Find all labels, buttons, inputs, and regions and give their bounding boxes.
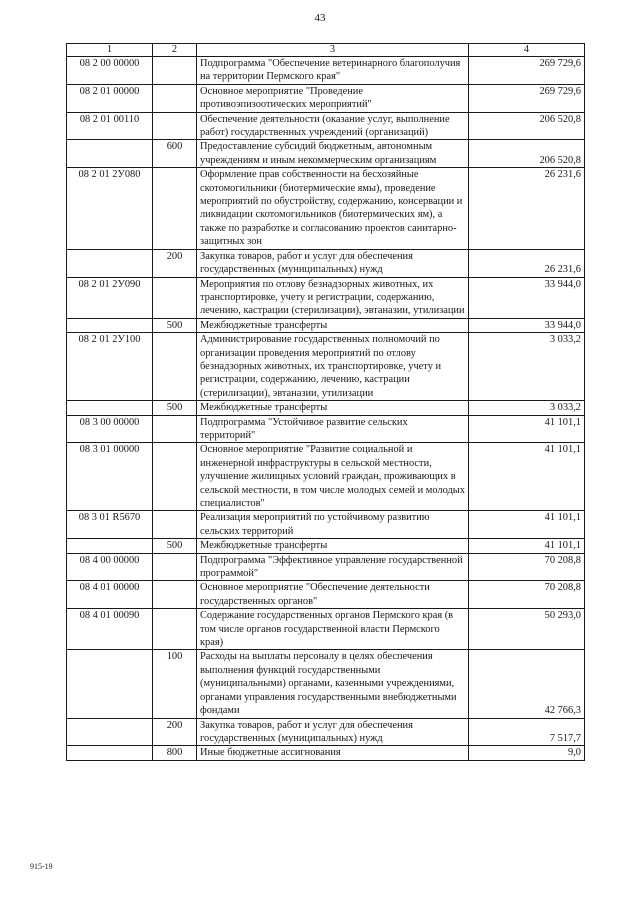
row-code: 08 2 01 2У090: [67, 277, 153, 318]
row-amount: 33 944,0: [469, 277, 585, 318]
table-row: [67, 57, 585, 85]
row-name: Администрирование государственных полномочий по организации проведения мероприятий по отлову безнадзорных животных, их транспортировке, учету и регистрации, содержанию, лечению, кастрации (стерилизации), эвтаназии, утилизации: [197, 333, 469, 401]
table-row: [67, 746, 585, 760]
row-amount: 7 517,7: [469, 718, 585, 746]
table-row: [67, 401, 585, 415]
row-expense-type: [153, 333, 197, 401]
document-footer-code: 915-19: [30, 862, 53, 871]
table-row: [67, 718, 585, 746]
row-code: 08 4 01 00090: [67, 609, 153, 650]
row-code: 08 3 00 00000: [67, 415, 153, 443]
row-expense-type: [153, 443, 197, 511]
row-name: Межбюджетные трансферты: [197, 401, 469, 415]
row-code: 08 2 01 00000: [67, 84, 153, 112]
row-code: [67, 746, 153, 760]
row-name: Основное мероприятие "Развитие социальной и инженерной инфраструктуры в сельской местности, улучшение жилищных условий граждан, проживающих в сельской местности, в том числе молодых семей и молодых специалистов": [197, 443, 469, 511]
row-amount: 41 101,1: [469, 511, 585, 539]
row-expense-type: [153, 84, 197, 112]
row-amount: 269 729,6: [469, 84, 585, 112]
row-amount: 3 033,2: [469, 401, 585, 415]
table-row: [67, 650, 585, 718]
row-amount: 206 520,8: [469, 140, 585, 168]
table-row: [67, 609, 585, 650]
row-name: Предоставление субсидий бюджетным, автономным учреждениям и иным некоммерческим организациям: [197, 140, 469, 168]
row-code: [67, 249, 153, 277]
row-expense-type: [153, 511, 197, 539]
row-amount: 50 293,0: [469, 609, 585, 650]
table-row: [67, 553, 585, 581]
row-name: Мероприятия по отлову безнадзорных животных, их транспортировке, учету и регистрации, содержанию, лечению, кастрации (стерилизации), эвтаназии, утилизации: [197, 277, 469, 318]
row-amount: 41 101,1: [469, 443, 585, 511]
row-amount: 70 208,8: [469, 553, 585, 581]
row-name: Содержание государственных органов Пермского края (в том числе органов государственной власти Пермского края): [197, 609, 469, 650]
row-amount: 9,0: [469, 746, 585, 760]
row-code: 08 2 00 00000: [67, 57, 153, 85]
row-amount: 269 729,6: [469, 57, 585, 85]
row-amount: 3 033,2: [469, 333, 585, 401]
row-name: Основное мероприятие "Обеспечение деятельности государственных органов": [197, 581, 469, 609]
row-expense-type: 800: [153, 746, 197, 760]
row-expense-type: [153, 581, 197, 609]
table-row: [67, 581, 585, 609]
row-expense-type: 200: [153, 718, 197, 746]
row-name: Оформление прав собственности на бесхозяйные скотомогильники (биотермические ямы), проведение мероприятий по обустройству, содержанию, консервации и ликвидации скотомогильников (биотермических ям), а также по разработке и согласованию проектов санитарно-защитных зон: [197, 168, 469, 249]
row-code: [67, 318, 153, 332]
row-expense-type: 500: [153, 539, 197, 553]
row-amount: 206 520,8: [469, 112, 585, 140]
row-code: 08 2 01 00110: [67, 112, 153, 140]
row-name: Обеспечение деятельности (оказание услуг, выполнение работ) государственных учреждений (организаций): [197, 112, 469, 140]
table-row: [67, 249, 585, 277]
table-body: [67, 57, 585, 761]
row-expense-type: 100: [153, 650, 197, 718]
row-code: [67, 401, 153, 415]
row-code: [67, 718, 153, 746]
row-amount: 42 766,3: [469, 650, 585, 718]
table-row: [67, 539, 585, 553]
table-row: [67, 84, 585, 112]
row-amount: 26 231,6: [469, 168, 585, 249]
row-code: [67, 650, 153, 718]
row-name: Иные бюджетные ассигнования: [197, 746, 469, 760]
row-code: 08 3 01 00000: [67, 443, 153, 511]
row-name: Подпрограмма "Обеспечение ветеринарного благополучия на территории Пермского края": [197, 57, 469, 85]
row-code: [67, 140, 153, 168]
row-amount: 41 101,1: [469, 415, 585, 443]
page-number: 43: [314, 12, 326, 24]
row-expense-type: 200: [153, 249, 197, 277]
row-expense-type: [153, 112, 197, 140]
row-expense-type: 500: [153, 401, 197, 415]
table-row: [67, 140, 585, 168]
table-row: [67, 318, 585, 332]
row-code: 08 4 01 00000: [67, 581, 153, 609]
row-name: Реализация мероприятий по устойчивому развитию сельских территорий: [197, 511, 469, 539]
row-name: Подпрограмма "Эффективное управление государственной программой": [197, 553, 469, 581]
row-expense-type: [153, 415, 197, 443]
table-row: [67, 415, 585, 443]
row-name: Межбюджетные трансферты: [197, 539, 469, 553]
col-header-name: 3: [197, 44, 469, 57]
table-row: [67, 443, 585, 511]
col-header-code: 1: [67, 44, 153, 57]
table-row: [67, 333, 585, 401]
col-header-amount: 4: [469, 44, 585, 57]
row-name: Подпрограмма "Устойчивое развитие сельских территорий": [197, 415, 469, 443]
row-code: [67, 539, 153, 553]
table-header-row: [67, 44, 585, 57]
row-code: 08 2 01 2У100: [67, 333, 153, 401]
table-row: [67, 168, 585, 249]
row-name: Межбюджетные трансферты: [197, 318, 469, 332]
row-expense-type: [153, 609, 197, 650]
row-name: Основное мероприятие "Проведение противоэпизоотических мероприятий": [197, 84, 469, 112]
row-amount: 33 944,0: [469, 318, 585, 332]
row-code: 08 3 01 R5670: [67, 511, 153, 539]
table-row: [67, 511, 585, 539]
row-amount: 70 208,8: [469, 581, 585, 609]
row-expense-type: 500: [153, 318, 197, 332]
row-expense-type: [153, 168, 197, 249]
row-code: 08 4 00 00000: [67, 553, 153, 581]
row-name: Закупка товаров, работ и услуг для обеспечения государственных (муниципальных) нужд: [197, 249, 469, 277]
row-name: Расходы на выплаты персоналу в целях обеспечения выполнения функций государственными (муниципальными) органами, казенными учреждениями, органами управления государственными внебюджетными фондами: [197, 650, 469, 718]
row-amount: 26 231,6: [469, 249, 585, 277]
row-expense-type: 600: [153, 140, 197, 168]
row-expense-type: [153, 553, 197, 581]
row-name: Закупка товаров, работ и услуг для обеспечения государственных (муниципальных) нужд: [197, 718, 469, 746]
row-amount: 41 101,1: [469, 539, 585, 553]
row-code: 08 2 01 2У080: [67, 168, 153, 249]
table-row: [67, 277, 585, 318]
row-expense-type: [153, 57, 197, 85]
row-expense-type: [153, 277, 197, 318]
budget-table: [66, 43, 585, 761]
table-row: [67, 112, 585, 140]
col-header-kvr: 2: [153, 44, 197, 57]
